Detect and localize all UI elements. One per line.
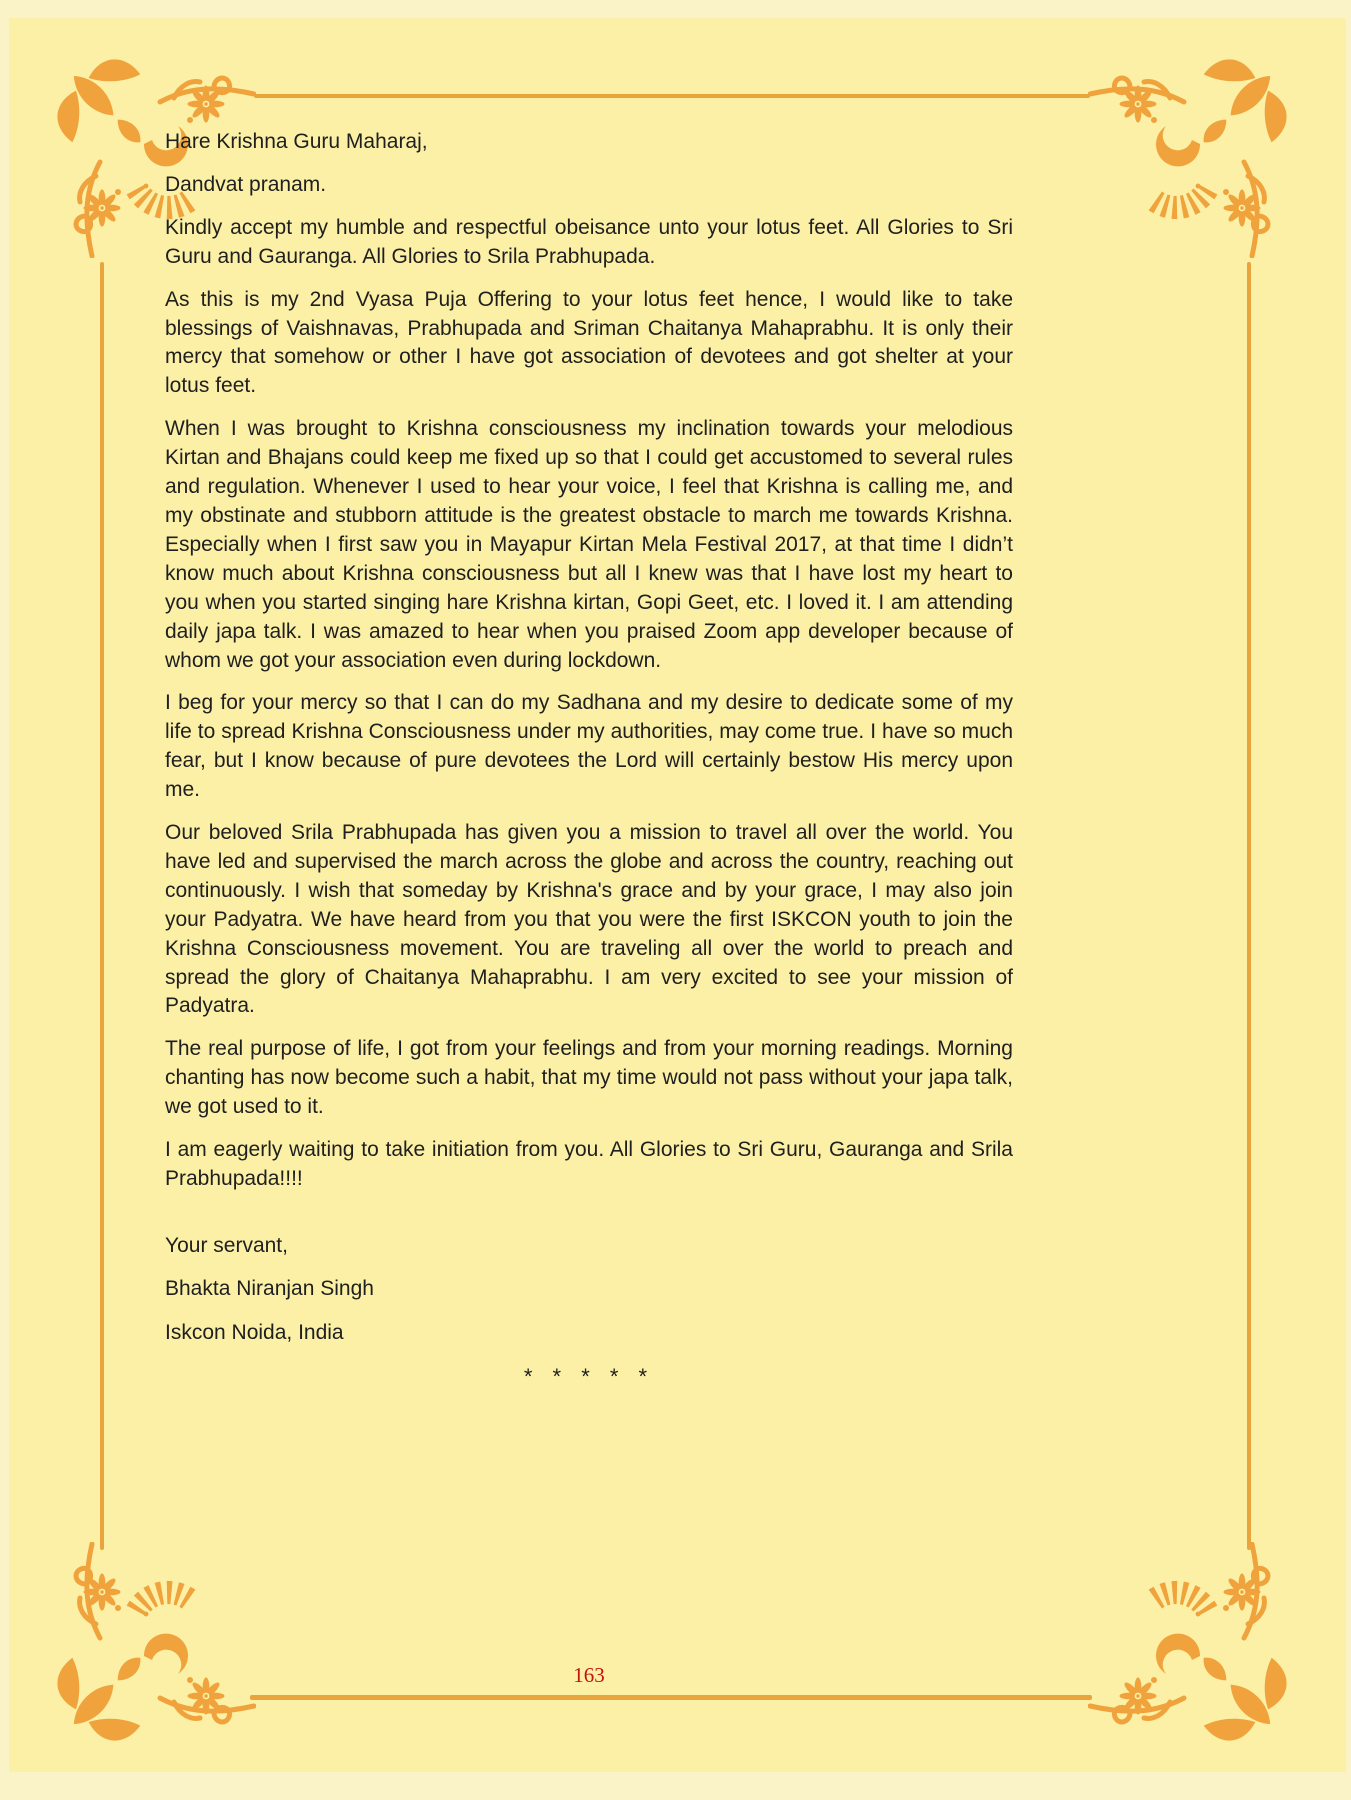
salutation-line-2: Dandvat pranam. [165,172,327,196]
floral-corner-ornament-bottom-right [1088,1542,1288,1742]
paragraph-2: As this is my 2nd Vyasa Puja Offering to your lotus feet hence, I would like to take blessings of Vaishnavas, Prabhupada and Sriman Chaitanya Mahaprabhu. It is only their mercy that somehow or other I have got association of devotees and got shelter at your lotus feet. [165,287,1013,398]
letter-body [165,128,1013,1406]
border-line-top [254,94,1090,98]
paragraph-4: I beg for your mercy so that I can do my Sadhana and my desire to dedicate some of my life to spread Krishna Consciousness under my authorities, may come true. I have so much fear, but I know because of pure devotees the Lord will certainly bestow His mercy upon me. [165,691,1013,802]
floral-corner-ornament-bottom-left [56,1542,256,1742]
star-separator: * * * * * [523,1363,655,1389]
signature-location: Iskcon Noida, India [165,1320,344,1344]
salutation-line-1: Hare Krishna Guru Maharaj, [165,130,428,153]
page-number: 163 [573,1663,605,1687]
paragraph-7: I am eagerly waiting to take initiation from you. All Glories to Sri Guru, Gauranga and Srila Prabhupada!!!! [165,1138,1013,1190]
floral-corner-ornament-top-right [1088,58,1288,258]
border-line-right [1247,262,1251,1550]
closing-line: Your servant, [165,1233,288,1257]
border-line-bottom [250,1695,1092,1700]
signature-name: Bhakta Niranjan Singh [165,1276,374,1300]
paragraph-3: When I was brought to Krishna consciousness my inclination towards your melodious Kirtan and Bhajans could keep me fixed up so that I could get accustomed to several rules and regulation. Whenever I used to hear your voice, I feel that Krishna is calling me, and my obstinate and stubborn attitude is the greatest obstacle to march me towards Krishna. Especially when I first saw you in Mayapur Kirtan Mela Festival 2017, at that time I didn’t know much about Krishna consciousness but all I knew was that I have lost my heart to you when you started singing hare Krishna kirtan, Gopi Geet, etc. I loved it. I am attending daily japa talk. I was amazed to hear when you praised Zoom app developer because of whom we got your association even during lockdown. [165,417,1013,672]
border-line-left [100,262,104,1550]
paragraph-1: Kindly accept my humble and respectful obeisance unto your lotus feet. All Glories to Sri Guru and Gauranga. All Glories to Srila Prabhupada. [165,215,1013,268]
paragraph-5: Our beloved Srila Prabhupada has given you a mission to travel all over the world. You have led and supervised the march across the globe and across the country, reaching out continuously. I wish that someday by Krishna's grace and by your grace, I may also join your Padyatra. We have heard from you that you were the first ISKCON youth to join the Krishna Consciousness movement. You are traveling all over the world to preach and spread the glory of Chaitanya Mahaprabhu. I am very excited to see your mission of Padyatra. [165,821,1013,1018]
paragraph-6: The real purpose of life, I got from your feelings and from your morning readings. Morning chanting has now become such a habit, that my time would not pass without your japa talk, we got used to it. [165,1037,1013,1119]
